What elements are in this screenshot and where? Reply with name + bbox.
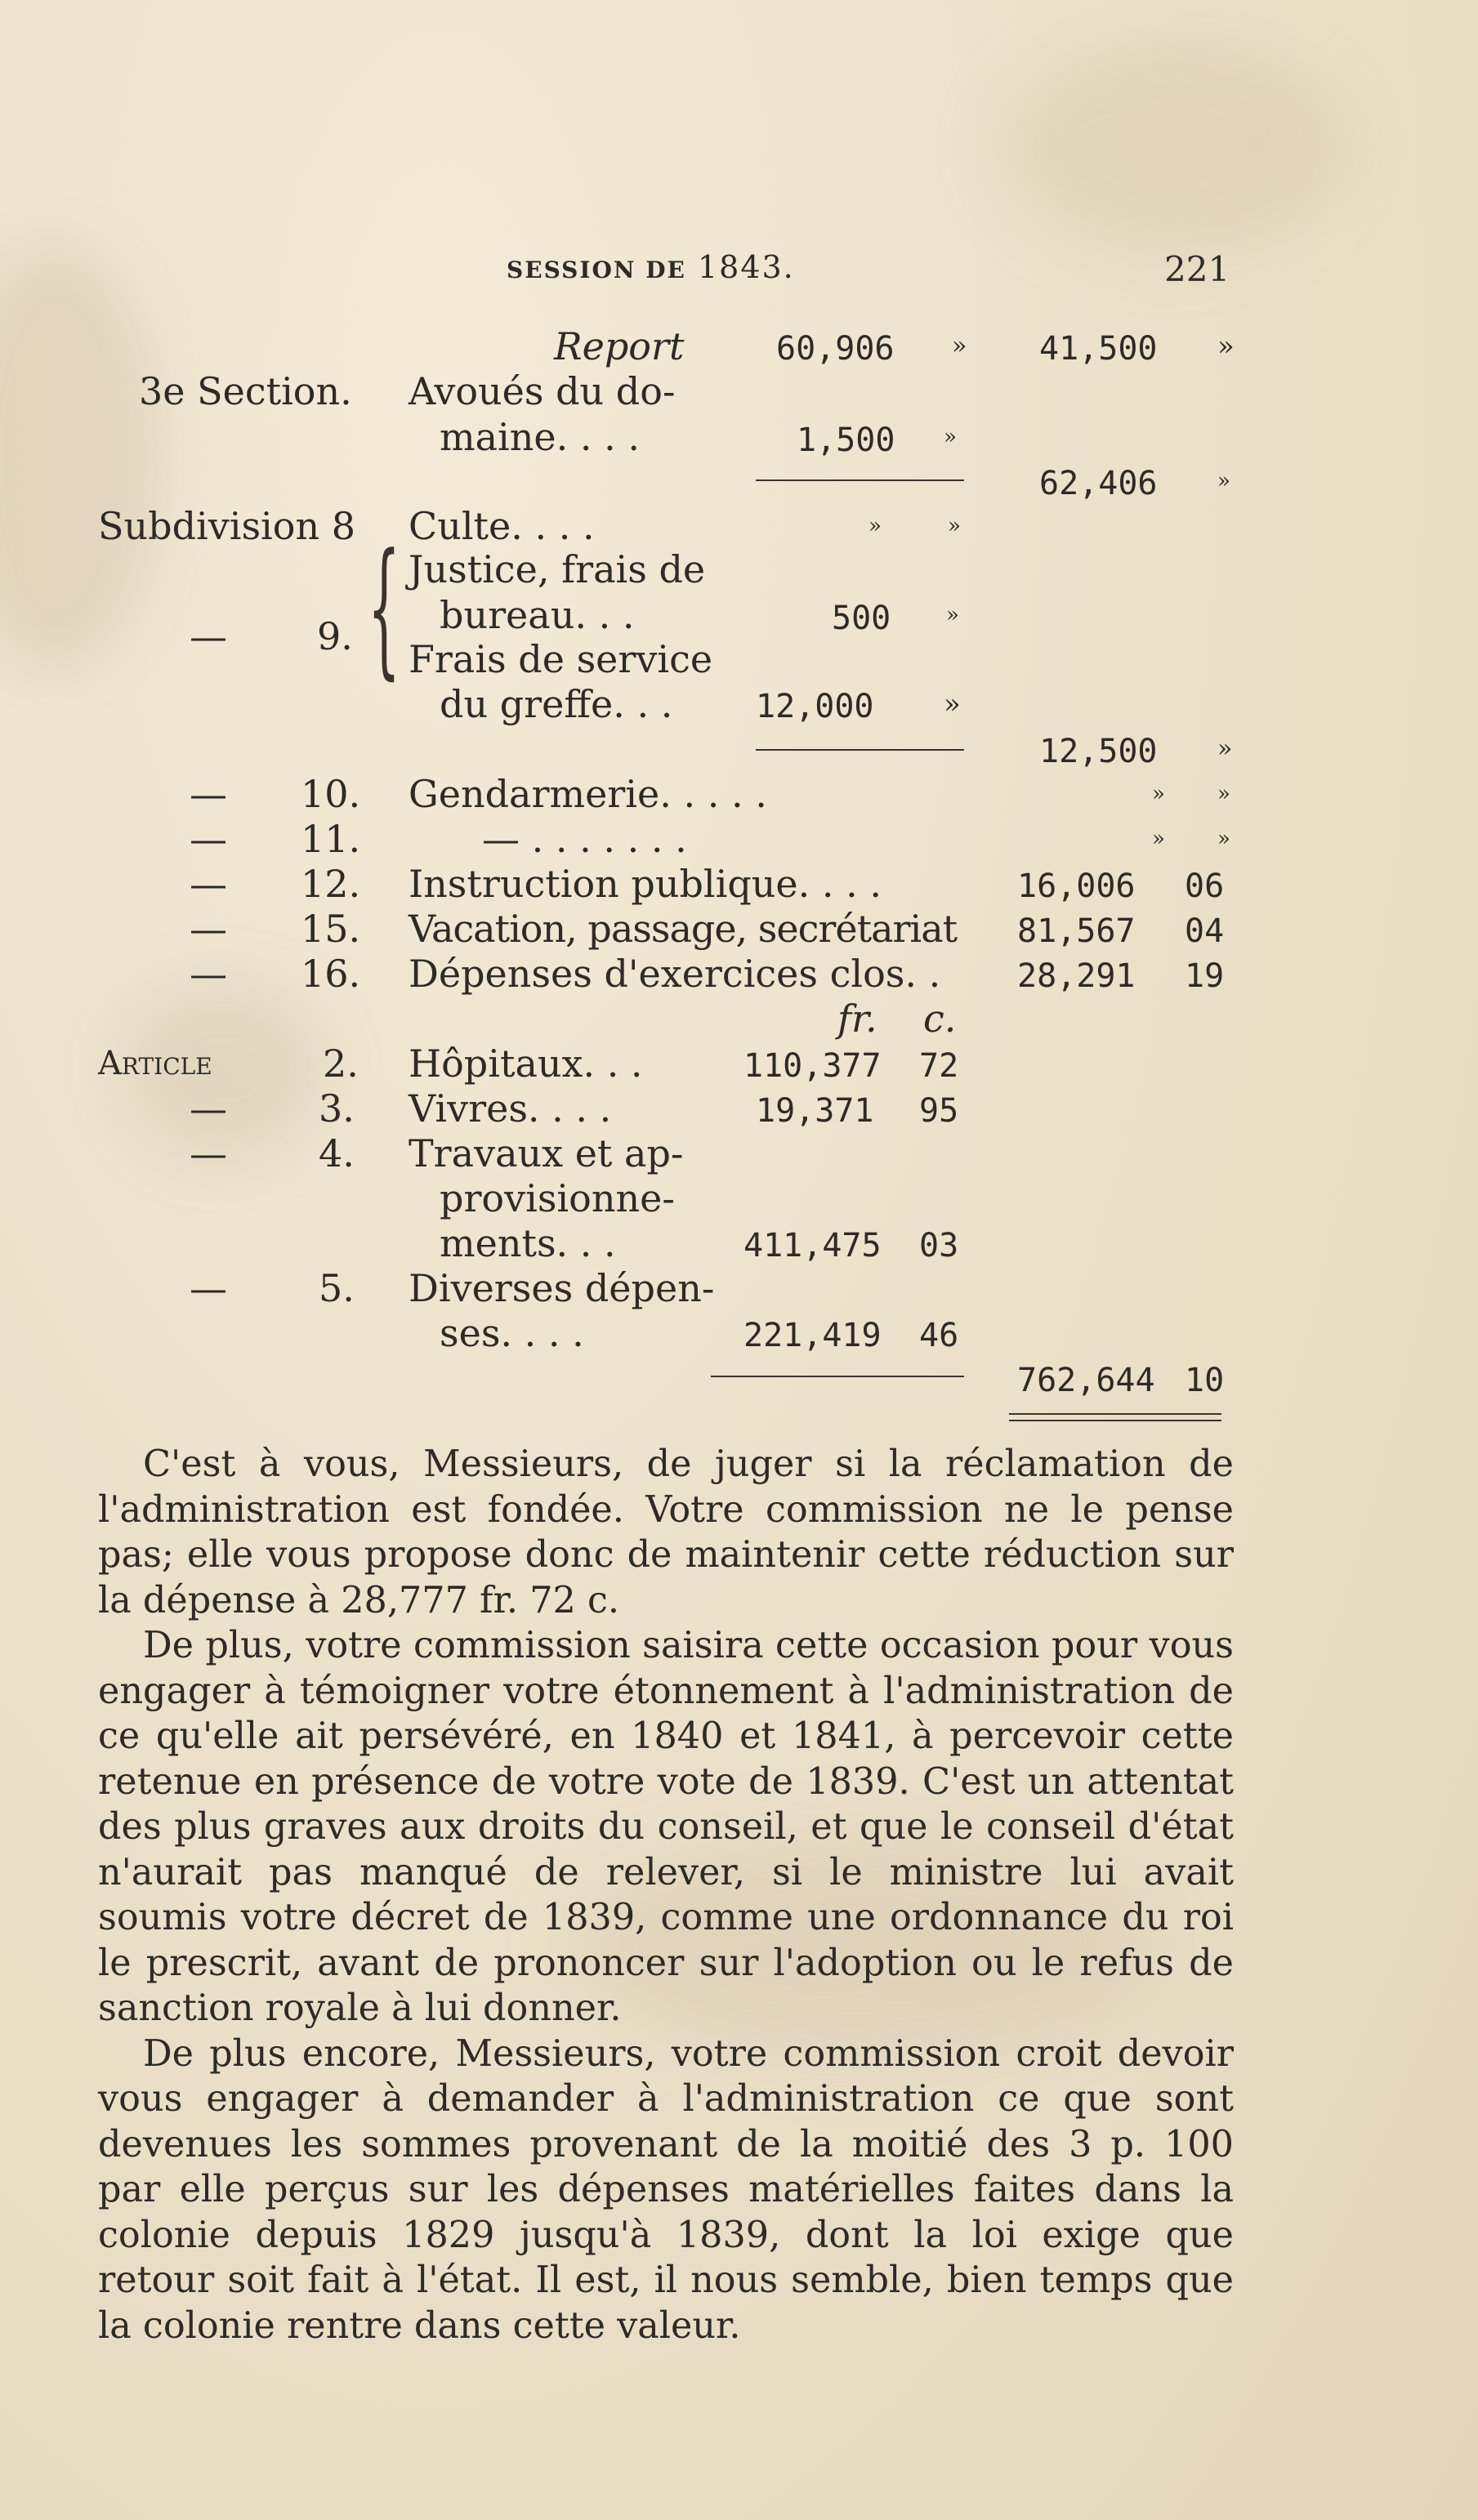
- sub9-desc-line2: bureau. . .: [440, 593, 635, 637]
- sub10-desc: Gendarmerie. . . . .: [409, 772, 767, 816]
- report-label: Report: [554, 324, 685, 368]
- sub15-dash: —: [190, 907, 227, 951]
- paragraph-1: C'est à vous, Messieurs, de juger si la réclamation de l'administration est fondée. Votre commission ne le pense pas; elle vous propose donc de maintenir cette réduction sur la dépense à 28,777 fr. 72 c.: [98, 1443, 1234, 1621]
- article4-number: 4.: [319, 1131, 355, 1175]
- sub8-desc: Culte. . . .: [409, 504, 595, 548]
- report-total-mark: »: [1217, 330, 1235, 363]
- sub16-dash: —: [190, 952, 227, 996]
- article4-desc-line2: provisionne-: [440, 1176, 675, 1220]
- article3-dash: —: [190, 1086, 227, 1131]
- body-text: [98, 1442, 1234, 2348]
- sub9-rule: [756, 749, 964, 751]
- article3-desc: Vivres. . . .: [409, 1086, 612, 1131]
- paper-stain: [997, 41, 1340, 253]
- sub10-total: »: [1152, 782, 1165, 806]
- sub11-dash: —: [190, 817, 227, 861]
- header-title: SESSION DE 1843.: [507, 249, 795, 285]
- sub16-total: 28,291: [1017, 957, 1136, 995]
- sub9-subtotal-mark: »: [1217, 734, 1233, 763]
- sub9-desc-line1: Justice, frais de: [409, 547, 706, 591]
- section3-label: 3e Section.: [139, 369, 352, 413]
- sub12-dash: —: [190, 862, 227, 906]
- grand-total-cents: 10: [1185, 1362, 1225, 1399]
- sub11-number: 11.: [301, 817, 361, 861]
- report-total: 41,500: [1039, 330, 1158, 368]
- sub9-mark-1: »: [946, 603, 959, 627]
- sub9-subtotal: 12,500: [1039, 733, 1158, 770]
- article4-dash: —: [190, 1131, 227, 1175]
- article3-cents: 95: [919, 1092, 959, 1130]
- page-number: 221: [1164, 249, 1230, 289]
- section3-subtotal: 62,406: [1039, 465, 1158, 502]
- sub16-desc: Dépenses d'exercices clos. .: [409, 952, 941, 996]
- section3-desc-line2: maine. . . .: [440, 415, 640, 459]
- sub8-amount: »: [868, 514, 882, 538]
- article2-desc: Hôpitaux. . .: [409, 1041, 643, 1086]
- running-header: [0, 249, 1478, 298]
- sub12-total: 16,006: [1017, 868, 1136, 905]
- report-mark: »: [952, 332, 967, 360]
- article4-cents: 03: [919, 1227, 959, 1264]
- sub16-cents: 19: [1185, 957, 1225, 995]
- sub12-cents: 06: [1185, 868, 1225, 905]
- article2-label: Article: [98, 1045, 212, 1082]
- article5-desc-line2: ses. . . .: [440, 1311, 584, 1355]
- sub10-dash: —: [190, 772, 227, 816]
- double-rule-bottom: [1009, 1420, 1221, 1421]
- article4-desc-line1: Travaux et ap-: [409, 1131, 684, 1175]
- article2-number: 2.: [323, 1041, 359, 1086]
- article5-dash: —: [190, 1266, 227, 1310]
- section3-desc-line1: Avoués du do-: [409, 369, 676, 413]
- sub8-mark: »: [948, 514, 961, 538]
- sub15-cents: 04: [1185, 912, 1225, 950]
- grand-total-amount: 762,644: [1017, 1362, 1155, 1399]
- article4-amount: 411,475: [743, 1227, 882, 1264]
- sub9-amount-2: 12,000: [756, 688, 874, 725]
- article2-cents: 72: [919, 1047, 959, 1085]
- sub11-mark: »: [1217, 827, 1230, 851]
- sub8-label: Subdivision 8: [98, 504, 355, 548]
- sub11-total: »: [1152, 827, 1165, 851]
- sub12-number: 12.: [301, 862, 361, 906]
- sub9-dash: —: [190, 614, 227, 658]
- section3-amount: 1,500: [797, 421, 895, 459]
- unit-centimes: c.: [923, 997, 957, 1041]
- sub9-amount-1: 500: [832, 600, 891, 637]
- sub10-mark: »: [1217, 782, 1230, 806]
- paragraph-3: De plus encore, Messieurs, votre commission croit devoir vous engager à demander à l'administration ce que sont devenues les sommes provenant de la moitié des 3 p. 100 par elle perçus sur les dépenses matérielles faites dans la colonie depuis 1829 jusqu'à 1839, dont la loi exige que retour soit fait à l'état. Il est, il nous semble, bien temps que la colonie rentre dans cette valeur.: [98, 2032, 1234, 2347]
- report-amount: 60,906: [776, 330, 895, 368]
- sub12-desc: Instruction publique. . . .: [409, 862, 882, 906]
- section3-subtotal-mark: »: [1217, 469, 1230, 493]
- sub9-desc-line4: du greffe. . .: [440, 682, 673, 726]
- article3-amount: 19,371: [756, 1092, 874, 1130]
- article5-cents: 46: [919, 1317, 959, 1354]
- sub11-desc: — . . . . . . .: [482, 817, 687, 861]
- article4-desc-line3: ments. . .: [440, 1221, 616, 1265]
- article5-desc-line1: Diverses dépen-: [409, 1266, 715, 1310]
- paper-stain: [0, 245, 163, 670]
- sub15-number: 15.: [301, 907, 361, 951]
- section3-rule: [756, 479, 964, 481]
- article3-number: 3.: [319, 1086, 355, 1131]
- grand-total-rule: [711, 1376, 964, 1377]
- sub9-brace: {: [368, 523, 401, 694]
- paragraph-2: De plus, votre commission saisira cette occasion pour vous engager à témoigner votre étonnement à l'administration de ce qu'elle ait persévéré, en 1840 et 1841, à percevoir cette retenue en présence de votre vote de 1839. C'est un attentat des plus graves aux droits du conseil, et que le conseil d'état n'aurait pas manqué de relever, si le ministre lui avait soumis votre décret de 1839, comme une ordonnance du roi le prescrit, avant de prononcer sur l'adoption ou le refus de sanction royale à lui donner.: [98, 1625, 1234, 2029]
- sub15-total: 81,567: [1017, 912, 1136, 950]
- article2-amount: 110,377: [743, 1047, 882, 1085]
- article5-amount: 221,419: [743, 1317, 882, 1354]
- sub10-number: 10.: [301, 772, 361, 816]
- sub9-mark-2: »: [944, 688, 961, 720]
- sub16-number: 16.: [301, 952, 361, 996]
- sub9-desc-line3: Frais de service: [409, 637, 713, 681]
- sub15-desc: Vacation, passage, secrétariat: [409, 907, 958, 951]
- sub9-number: 9.: [317, 614, 353, 658]
- article5-number: 5.: [319, 1266, 355, 1310]
- section3-mark: »: [944, 425, 957, 449]
- unit-francs: fr.: [837, 997, 877, 1041]
- double-rule-top: [1009, 1413, 1221, 1415]
